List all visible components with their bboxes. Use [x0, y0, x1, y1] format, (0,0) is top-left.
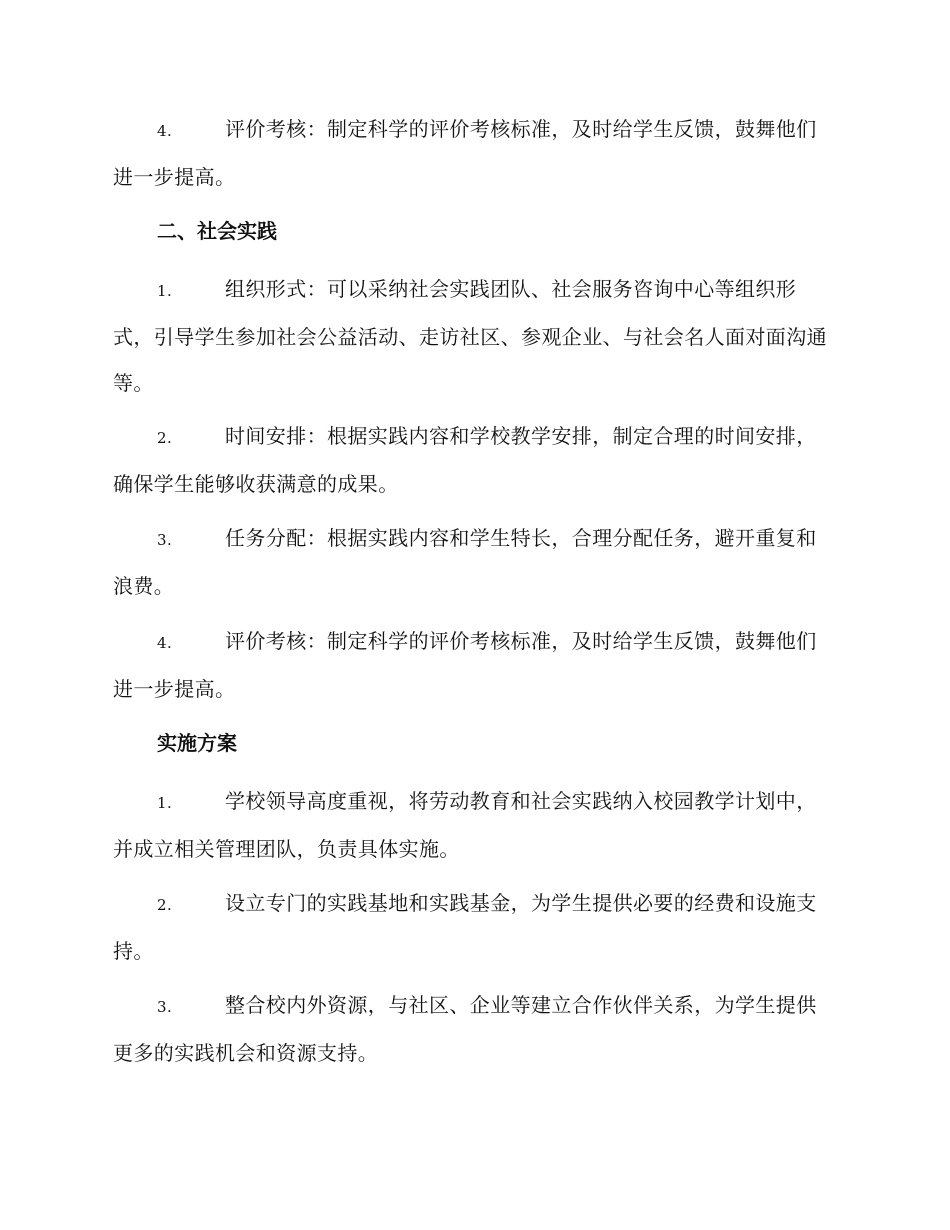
item-text: 学校领导高度重视，将劳动教育和社会实践纳入校园教学计划中，并成立相关管理团队，负责具体实施。 [113, 789, 817, 861]
list-item [113, 413, 833, 507]
list-item [113, 618, 833, 712]
item-number: 2. [157, 429, 173, 447]
list-item [113, 778, 833, 872]
item-text: 评价考核：制定科学的评价考核标准，及时给学生反馈，鼓舞他们进一步提高。 [113, 629, 817, 701]
item-number: 4. [157, 122, 173, 140]
item-number: 2. [157, 896, 173, 914]
item-number: 3. [157, 998, 173, 1016]
item-text: 时间安排：根据实践内容和学校教学安排，制定合理的时间安排，确保学生能够收获满意的成果。 [113, 424, 817, 496]
list-item [113, 515, 833, 609]
item-text: 整合校内外资源，与社区、企业等建立合作伙伴关系，为学生提供更多的实践机会和资源支持。 [113, 993, 817, 1065]
item-text: 组织形式：可以采纳社会实践团队、社会服务咨询中心等组织形式，引导学生参加社会公益活动、走访社区、参观企业、与社会名人面对面沟通等。 [113, 277, 827, 395]
section-heading-social-practice: 二、社会实践 [157, 219, 277, 243]
list-item [113, 982, 833, 1076]
item-text: 任务分配：根据实践内容和学生特长，合理分配任务，避开重复和浪费。 [113, 526, 817, 598]
list-item [113, 266, 833, 406]
section-heading-implementation: 实施方案 [157, 731, 237, 755]
item-number: 3. [157, 531, 173, 549]
list-item [113, 880, 833, 974]
list-item [113, 106, 833, 200]
item-number: 1. [157, 794, 173, 812]
item-text: 设立专门的实践基地和实践基金，为学生提供必要的经费和设施支持。 [113, 891, 817, 963]
item-text: 评价考核：制定科学的评价考核标准，及时给学生反馈，鼓舞他们进一步提高。 [113, 117, 817, 189]
item-number: 4. [157, 634, 173, 652]
item-number: 1. [157, 282, 173, 300]
